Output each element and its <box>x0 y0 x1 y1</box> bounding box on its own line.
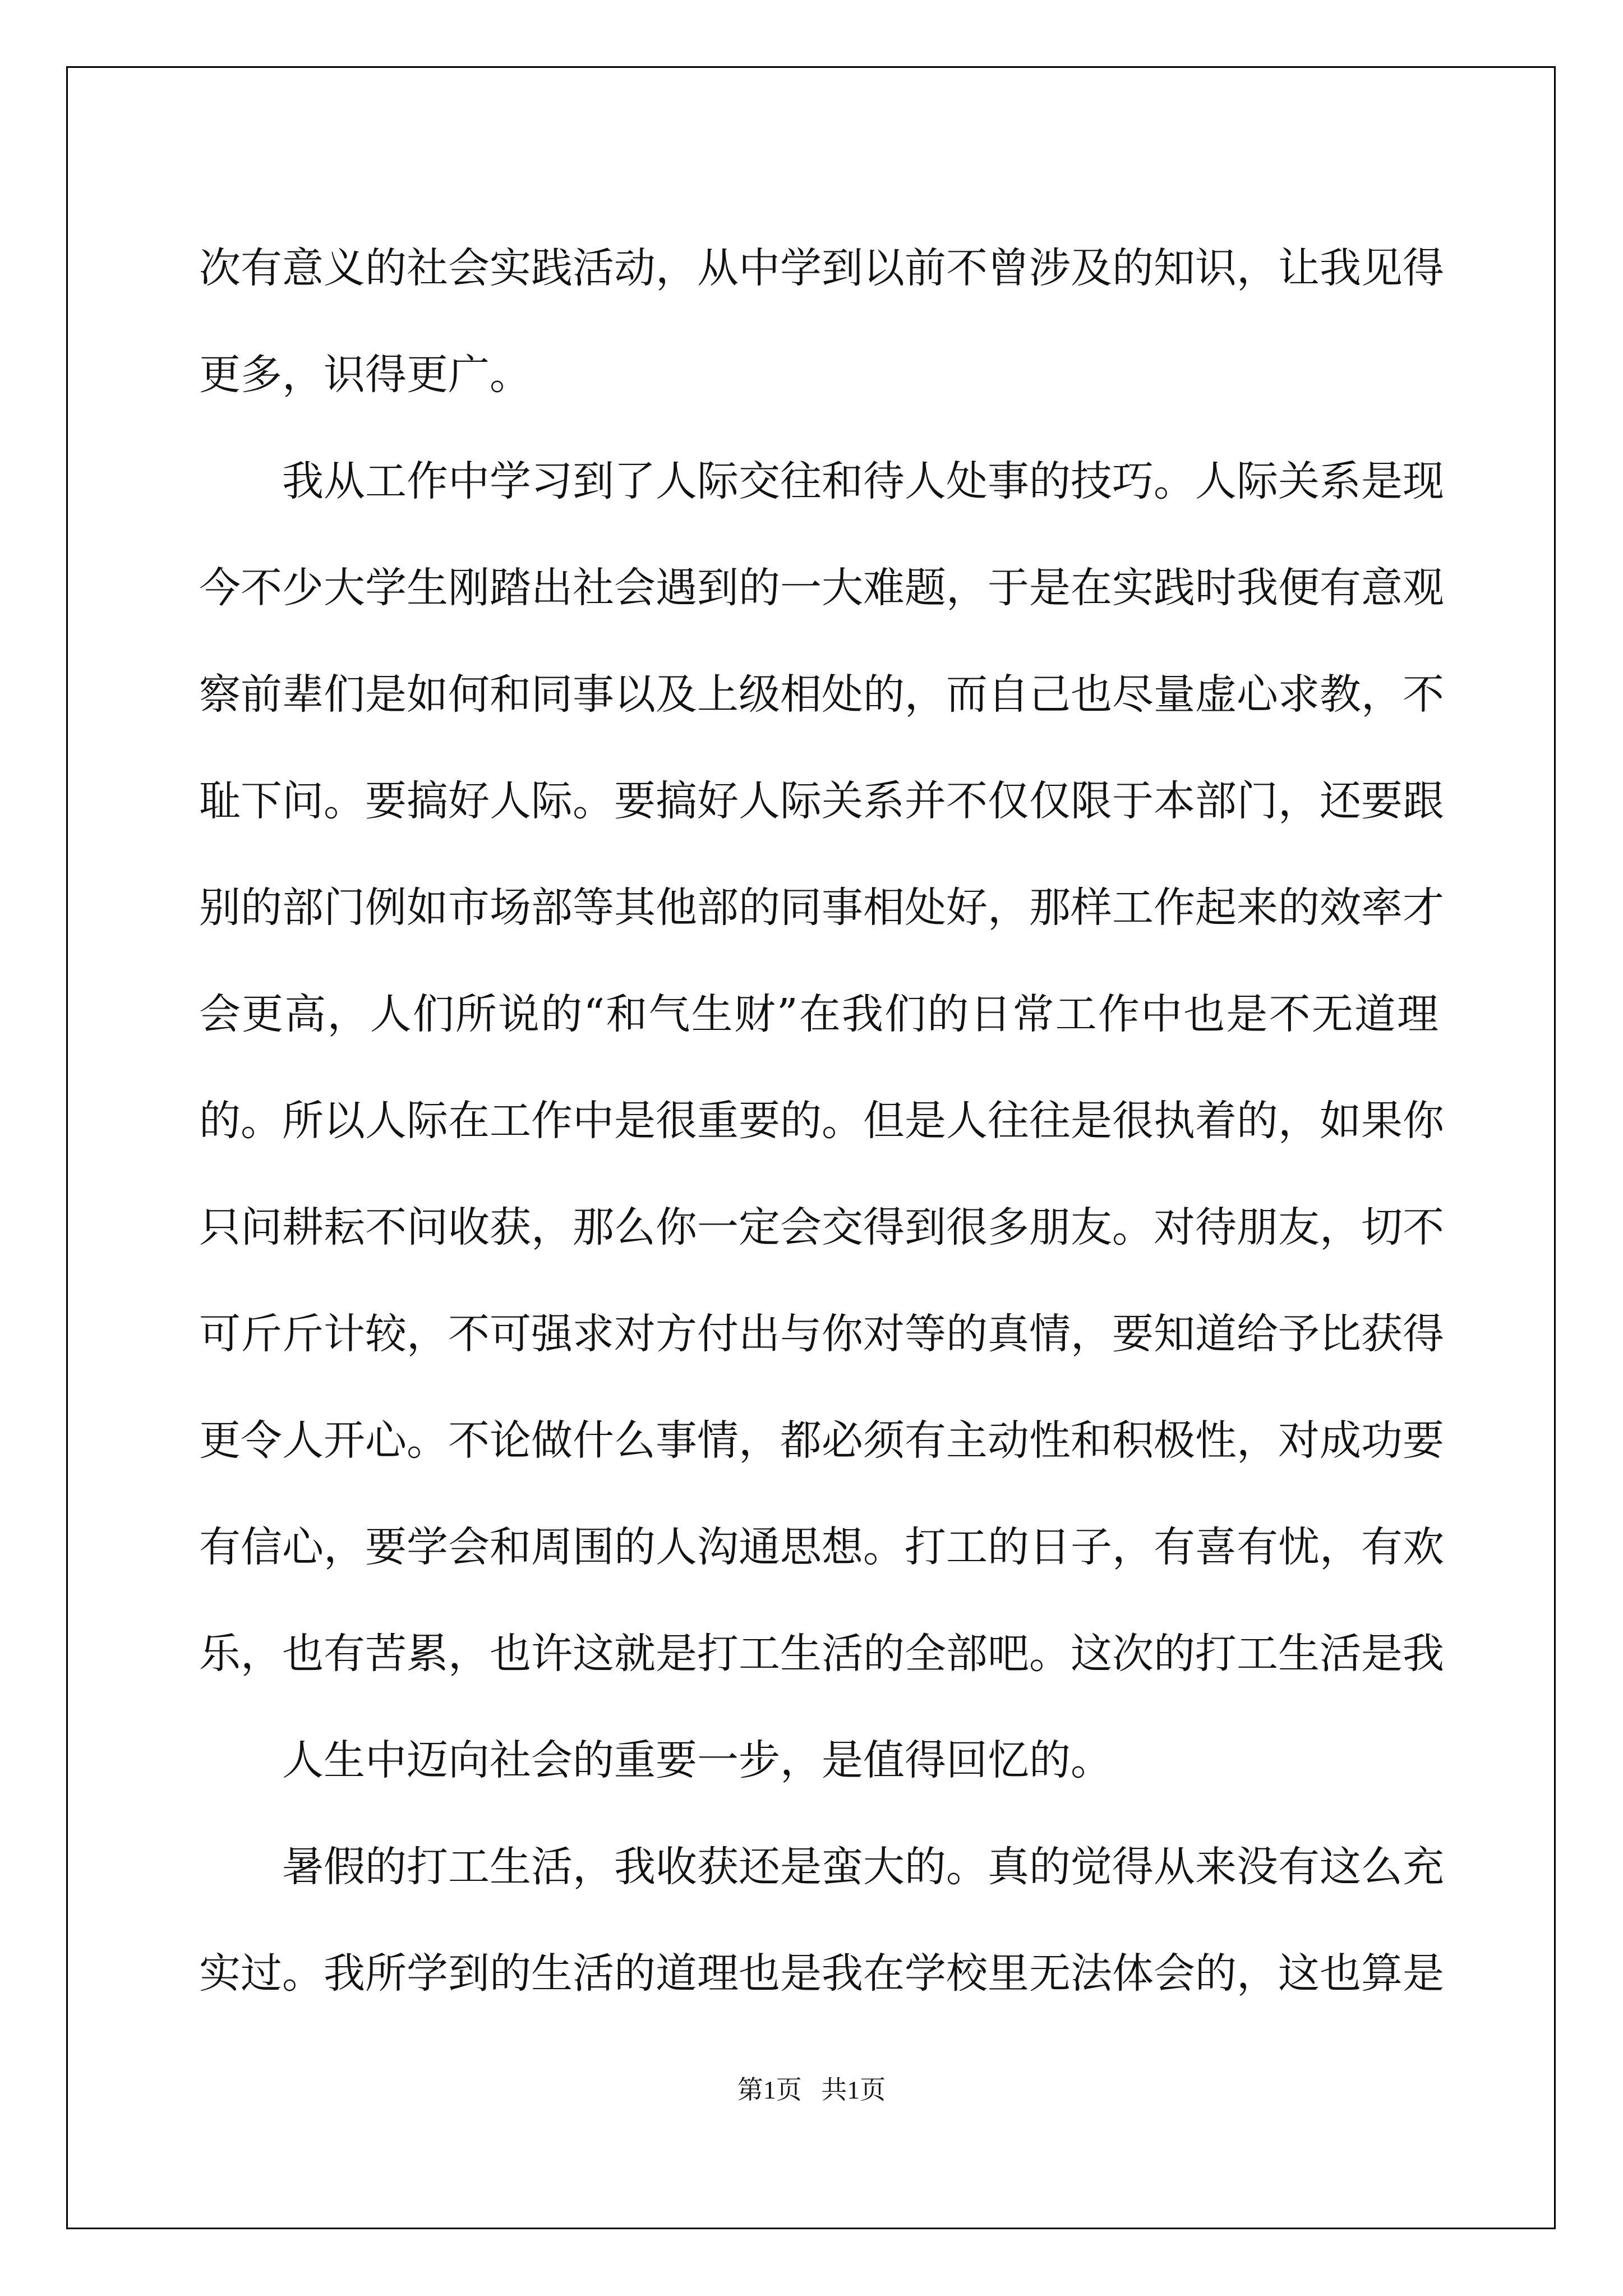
text-line: 更令人开心。不论做什么事情，都必须有主动性和积极性，对成功要 <box>199 1416 1444 1465</box>
paragraph-start-line: 暑假的打工生活，我收获还是蛮大的。真的觉得从来没有这么充 <box>282 1843 1444 1891</box>
text-line: 只问耕耘不问收获，那么你一定会交得到很多朋友。对待朋友，切不 <box>199 1203 1444 1251</box>
text-line: 会更高，人们所说的“和气生财”在我们的日常工作中也是不无道理 <box>199 990 1438 1038</box>
paragraph-start-line: 我从工作中学习到了人际交往和待人处事的技巧。人际关系是现 <box>282 457 1444 505</box>
text-line: 乐，也有苦累，也许这就是打工生活的全部吧。这次的打工生活是我 <box>199 1630 1444 1678</box>
text-line: 可斤斤计较，不可强求对方付出与你对等的真情，要知道给予比获得 <box>199 1310 1444 1358</box>
text-line: 察前辈们是如何和同事以及上级相处的，而自己也尽量虚心求教，不 <box>199 670 1444 719</box>
text-line: 的。所以人际在工作中是很重要的。但是人往往是很执着的，如果你 <box>199 1097 1444 1145</box>
text-line: 次有意义的社会实践活动，从中学到以前不曾涉及的知识，让我见得 <box>199 244 1444 292</box>
text-line: 实过。我所学到的生活的道理也是我在学校里无法体会的，这也算是 <box>199 1949 1444 1998</box>
text-line: 别的部门例如市场部等其他部的同事相处好，那样工作起来的效率才 <box>199 884 1444 932</box>
text-line: 更多，识得更广。 <box>199 351 531 399</box>
page-number-footer: 第1页 共1页 <box>737 2076 886 2104</box>
paragraph-start-line: 人生中迈向社会的重要一步，是值得回忆的。 <box>282 1736 1112 1784</box>
text-line: 今不少大学生刚踏出社会遇到的一大难题，于是在实践时我便有意观 <box>199 564 1444 612</box>
document-body <box>199 215 1444 2027</box>
text-line: 耻下问。要搞好人际。要搞好人际关系并不仅仅限于本部门，还要跟 <box>199 777 1444 825</box>
text-line: 有信心，要学会和周围的人沟通思想。打工的日子，有喜有忧，有欢 <box>199 1523 1444 1571</box>
